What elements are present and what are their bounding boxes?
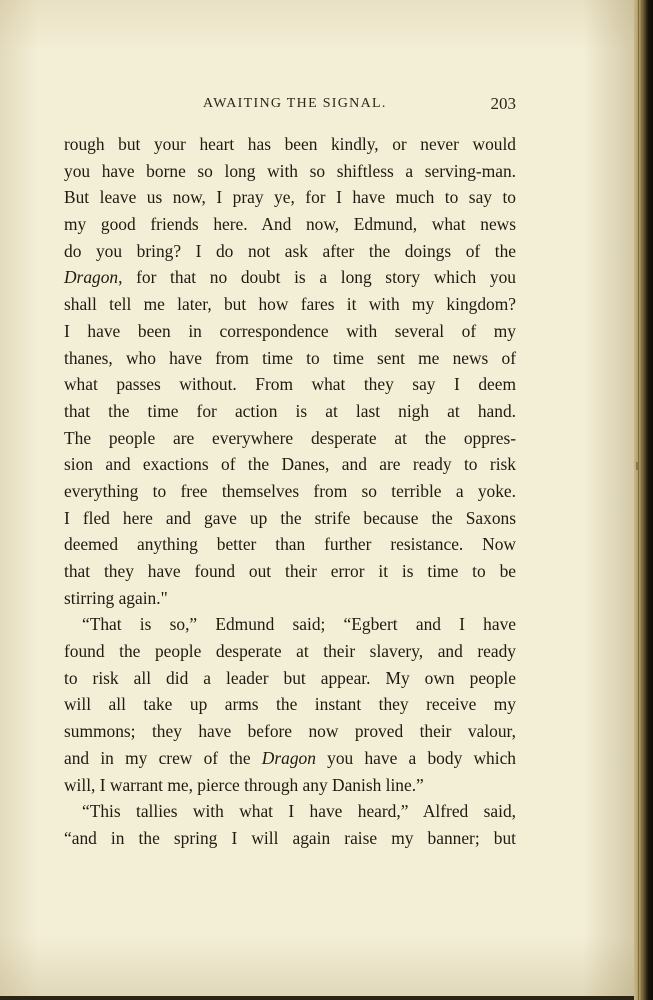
book-edge-shadow <box>634 0 653 1000</box>
text-fragment: you have a body which <box>315 747 516 768</box>
text-line: my good friends here. And now, Edmund, what news <box>64 214 516 235</box>
text-line: rough but your heart has been kindly, or never would <box>64 134 516 154</box>
text-line <box>64 745 516 772</box>
text-fragment: and in my crew of the <box>64 747 262 768</box>
page-edge-line <box>638 0 639 1000</box>
text-line: sion and exactions of the Danes, and are ready to risk <box>64 454 516 475</box>
running-head: AWAITING THE SIGNAL. <box>203 96 387 111</box>
text-line: “That is so,” Edmund said; “Egbert and I have <box>82 614 516 635</box>
text-fragment: for that no doubt is a long story which you <box>122 267 516 288</box>
text-line: thanes, who have from time to time sent me news of <box>64 347 516 368</box>
page-number: 203 <box>490 94 516 113</box>
text-line: will, I warrant me, pierce through any Danish line.” <box>64 774 424 795</box>
text-line: do you bring? I do not ask after the doings of the <box>64 240 516 261</box>
text-line: I fled here and gave up the strife because the Saxons <box>64 507 516 528</box>
text-line: “This tallies with what I have heard,” Alfred said, <box>82 801 516 822</box>
text-line: But leave us now, I pray ye, for I have much to say to <box>64 187 516 208</box>
text-line: you have borne so long with so shiftless a serving-man. <box>64 160 516 181</box>
text-line: will all take up arms the instant they receive my <box>64 694 516 715</box>
text-line: shall tell me later, but how fares it with my kingdom? <box>64 294 516 315</box>
italic-ship-name: Dragon <box>261 747 316 768</box>
edge-mark <box>636 462 638 470</box>
text-line: that they have found out their error it is time to be <box>64 561 516 581</box>
italic-ship-name: Dragon, <box>64 267 123 288</box>
text-line: The people are everywhere desperate at the oppres- <box>64 427 516 448</box>
page-edge-line <box>641 0 642 1000</box>
text-line: I have been in correspondence with several of my <box>64 320 516 341</box>
text-line: what passes without. From what they say I deem <box>64 374 516 395</box>
text-line: everything to free themselves from so terrible a yoke. <box>64 480 516 501</box>
page-header <box>66 96 516 118</box>
body-text <box>64 131 516 852</box>
text-line: summons; they have before now proved their valour, <box>64 721 516 742</box>
text-line: to risk all did a leader but appear. My own people <box>64 667 516 688</box>
text-line: stirring again." <box>64 587 168 608</box>
text-line: deemed anything better than further resistance. Now <box>64 534 516 555</box>
text-line: found the people desperate at their slavery, and ready <box>64 641 516 662</box>
text-line <box>64 264 516 291</box>
text-line: that the time for action is at last nigh at hand. <box>64 400 516 421</box>
text-line: “and in the spring I will again raise my banner; but <box>64 827 516 848</box>
